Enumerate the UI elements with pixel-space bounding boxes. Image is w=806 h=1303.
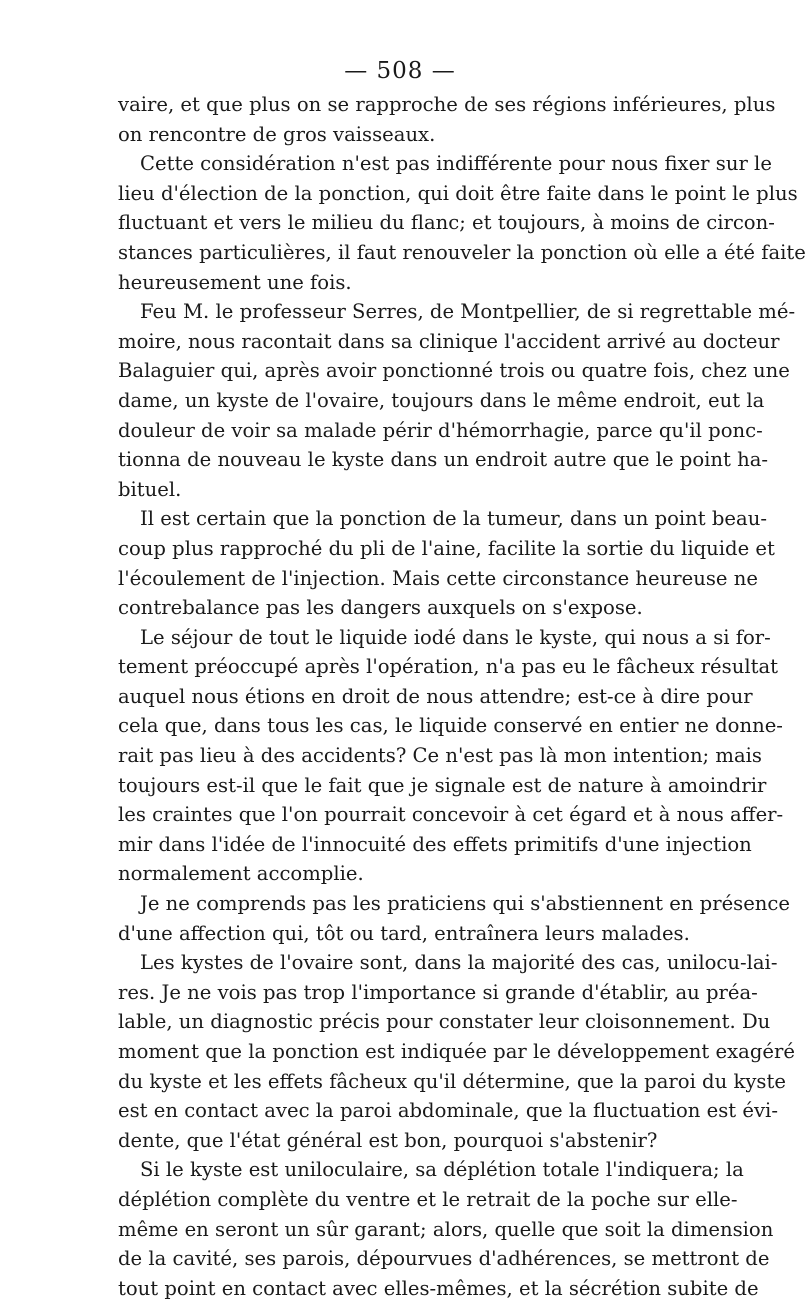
text-line: Si le kyste est uniloculaire, sa déplétion totale l'indiquera; la: [140, 1158, 744, 1182]
text-line: on rencontre de gros vaisseaux.: [118, 122, 436, 146]
text-line: Je ne comprends pas les praticiens qui s'abstiennent en présence: [140, 892, 790, 916]
text-line: auquel nous étions en droit de nous attendre; est-ce à dire pour: [118, 684, 753, 708]
text-line: Il est certain que la ponction de la tumeur, dans un point beau-: [140, 507, 767, 531]
text-line: du kyste et les effets fâcheux qu'il détermine, que la paroi du kyste: [118, 1069, 786, 1093]
body-text: [118, 90, 806, 1303]
text-line: tement préoccupé après l'opération, n'a pas eu le fâcheux résultat: [118, 655, 779, 679]
text-line: même en seront un sûr garant; alors, quelle que soit la dimension: [118, 1217, 774, 1241]
text-line: mir dans l'idée de l'innocuité des effets primitifs d'une injection: [118, 832, 752, 856]
text-line: moire, nous racontait dans sa clinique l'accident arrivé au docteur: [118, 329, 780, 353]
text-line: Cette considération n'est pas indifférente pour nous fixer sur le: [140, 152, 772, 176]
text-line: les craintes que l'on pourrait concevoir à cet égard et à nous affer-: [118, 803, 784, 827]
text-line: Le séjour de tout le liquide iodé dans le kyste, qui nous a si for-: [140, 625, 771, 649]
text-line: d'une affection qui, tôt ou tard, entraînera leurs malades.: [118, 921, 690, 945]
text-line: de la cavité, ses parois, dépourvues d'adhérences, se mettront de: [118, 1247, 770, 1271]
text-line: coup plus rapproché du pli de l'aine, facilite la sortie du liquide et: [118, 536, 775, 560]
text-line: Les kystes de l'ovaire sont, dans la majorité des cas, unilocu-lai-: [140, 951, 778, 975]
text-line: rait pas lieu à des accidents? Ce n'est pas là mon intention; mais: [118, 744, 762, 768]
text-line: lieu d'élection de la ponction, qui doit être faite dans le point le plus: [118, 181, 798, 205]
text-line: moment que la ponction est indiquée par le développement exagéré: [118, 1040, 795, 1063]
text-line: toujours est-il que le fait que je signale est de nature à amoindrir: [118, 773, 767, 797]
text-line: dame, un kyste de l'ovaire, toujours dans le même endroit, eut la: [118, 388, 765, 412]
text-line: déplétion complète du ventre et le retrait de la poche sur elle-: [118, 1187, 738, 1211]
text-line: est en contact avec la paroi abdominale, que la fluctuation est évi-: [118, 1099, 778, 1123]
text-line: l'écoulement de l'injection. Mais cette circonstance heureuse ne: [118, 566, 758, 590]
text-line: douleur de voir sa malade périr d'hémorrhagie, parce qu'il ponc-: [118, 418, 763, 442]
text-line: Balaguier qui, après avoir ponctionné trois ou quatre fois, chez une: [118, 359, 790, 383]
text-line: tionna de nouveau le kyste dans un endroit autre que le point ha-: [118, 448, 769, 472]
text-line: stances particulières, il faut renouveler la ponction où elle a été faite: [118, 240, 806, 264]
page-number: — 508 —: [344, 58, 456, 84]
text-line: vaire, et que plus on se rapproche de ses régions inférieures, plus: [118, 93, 776, 116]
text-line: bituel.: [118, 477, 182, 501]
text-line: cela que, dans tous les cas, le liquide conservé en entier ne donne-: [118, 714, 783, 738]
text-line: res. Je ne vois pas trop l'importance si grande d'établir, au préa-: [118, 980, 758, 1004]
text-line: Feu M. le professeur Serres, de Montpellier, de si regrettable mé-: [140, 300, 796, 324]
text-line: tout point en contact avec elles-mêmes, et la sécrétion subite de: [118, 1276, 759, 1300]
text-line: lable, un diagnostic précis pour constater leur cloisonnement. Du: [118, 1010, 771, 1034]
text-line: fluctuant et vers le milieu du flanc; et toujours, à moins de circon-: [118, 211, 775, 235]
text-line: contrebalance pas les dangers auxquels on s'expose.: [118, 596, 643, 620]
text-line: normalement accomplie.: [118, 862, 364, 886]
text-line: dente, que l'état général est bon, pourquoi s'abstenir?: [118, 1128, 658, 1152]
text-line: heureusement une fois.: [118, 270, 352, 294]
